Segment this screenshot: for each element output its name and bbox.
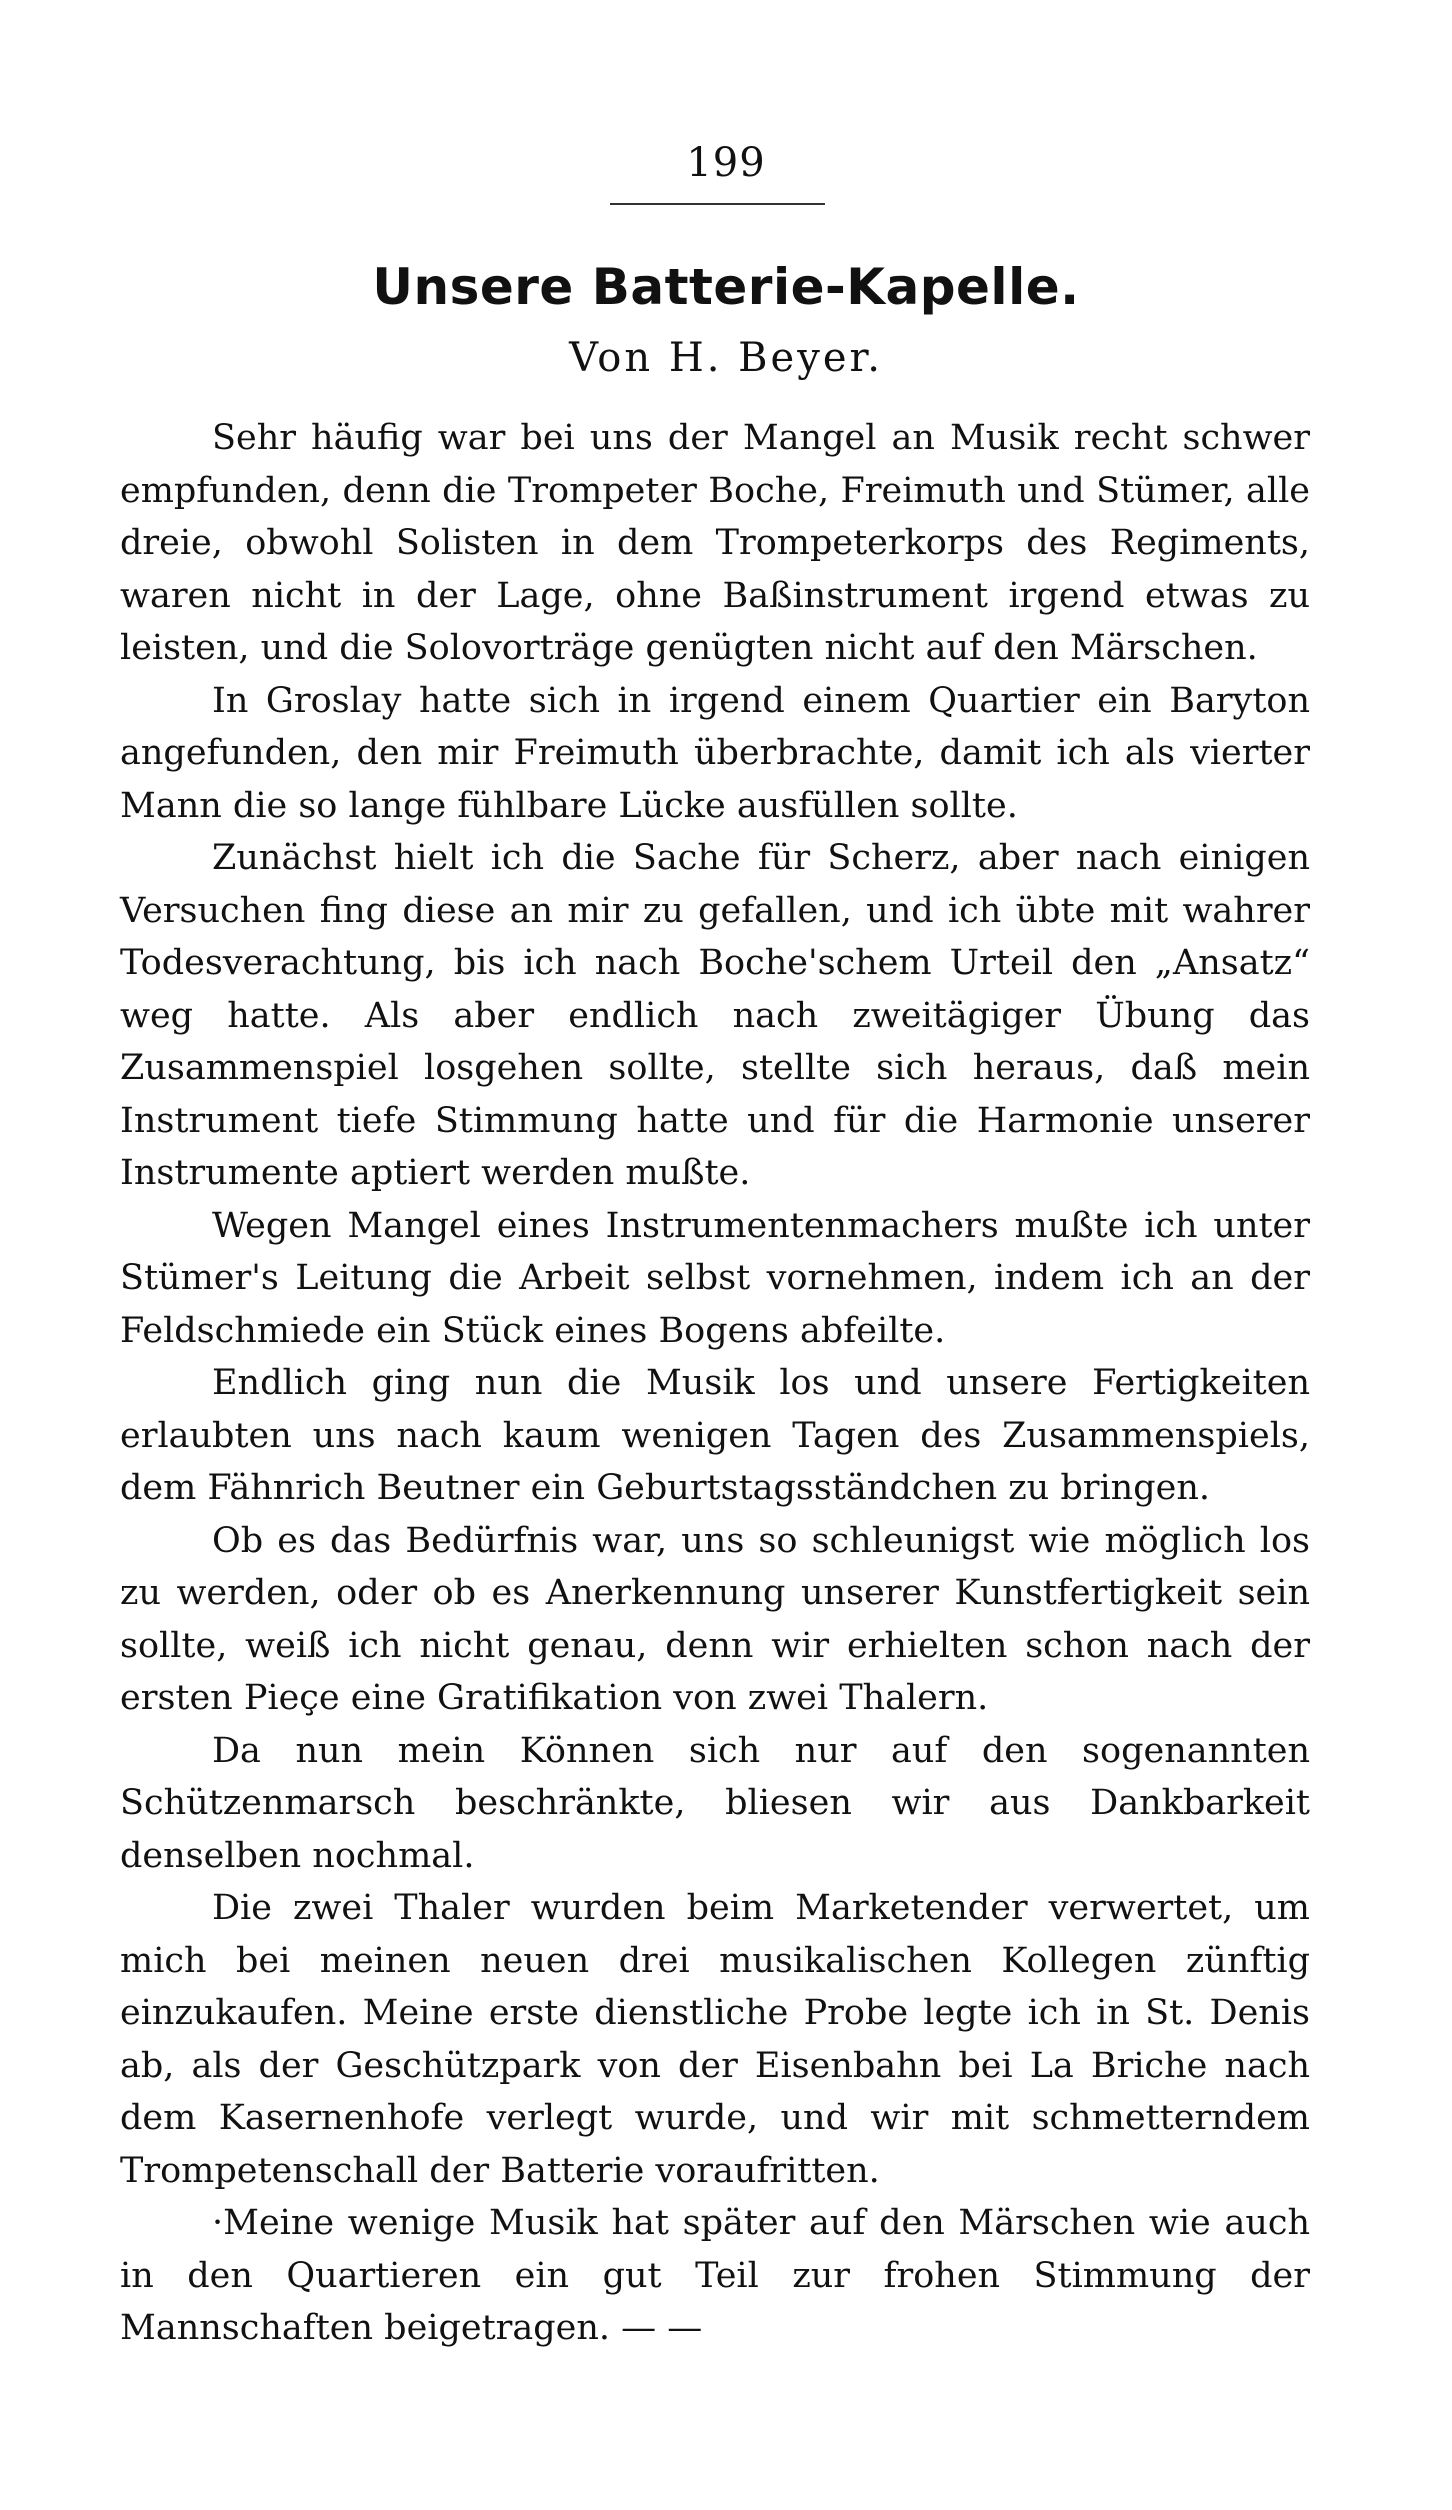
page-number: 199 <box>686 140 766 186</box>
paragraph: Endlich ging nun die Musik los und unsere Fertigkeiten erlaubten uns nach kaum wenigen Tagen des Zusammenspiels, dem Fähnrich Beutner ein Geburtstagsständchen zu bringen. <box>120 1363 1310 1508</box>
author-byline: Von H. Beyer. <box>569 335 883 381</box>
header-rule <box>610 203 825 205</box>
paragraph: Zunächst hielt ich die Sache für Scherz, aber nach einigen Versuchen fing diese an mir zu gefallen, und ich übte mit wahrer Todesverachtung, bis ich nach Boche'schem Urteil den „Ansatz“ weg hatte. Als aber endlich nach zweitägiger Übung das Zusammenspiel losgehen sollte, stellte sich heraus, daß mein Instrument tiefe Stimmung hatte und für die Harmonie unserer Instrumente aptiert werden mußte. <box>120 838 1310 1193</box>
paragraph: Da nun mein Können sich nur auf den sogenannten Schützenmarsch beschränkte, bliesen wir aus Dankbarkeit denselben nochmal. <box>120 1730 1310 1876</box>
paragraph: Sehr häufig war bei uns der Mangel an Musik recht schwer empfunden, denn die Trompeter Boche, Freimuth und Stümer, alle dreie, obwohl Solisten in dem Trompeterkorps des Regiments, waren nicht in der Lage, ohne Baßinstrument irgend etwas zu leisten, und die Solovorträge genügten nicht auf den Märschen. <box>120 418 1310 668</box>
paragraph: In Groslay hatte sich in irgend einem Quartier ein Baryton angefunden, den mir Freimuth überbrachte, damit ich als vierter Mann die so lange fühlbare Lücke ausfüllen sollte. <box>120 680 1310 826</box>
paragraph: ·Meine wenige Musik hat später auf den Märschen wie auch in den Quartieren ein gut Teil zur frohen Stimmung der Mannschaften beigetragen. — — <box>120 2203 1310 2348</box>
paragraph: Die zwei Thaler wurden beim Marketender verwertet, um mich bei meinen neuen drei musikalischen Kollegen zünftig einzukaufen. Meine erste dienstliche Probe legte ich in St. Denis ab, als der Geschützpark von der Eisenbahn bei La Briche nach dem Kasernenhofe verlegt wurde, und wir mit schmetterndem Trompetenschall der Batterie voraufritten. <box>120 1888 1310 2191</box>
article-title: Unsere Batterie-Kapelle. <box>372 258 1080 316</box>
paragraph: Ob es das Bedürfnis war, uns so schleunigst wie möglich los zu werden, oder ob es Anerkennung unserer Kunstfertigkeit sein sollte, weiß ich nicht genau, denn wir erhielten schon nach der ersten Pieçe eine Gratifikation von zwei Thalern. <box>120 1520 1310 1718</box>
article-body <box>120 412 1310 2355</box>
paragraph: Wegen Mangel eines Instrumentenmachers mußte ich unter Stümer's Leitung die Arbeit selbst vornehmen, indem ich an der Feldschmiede ein Stück eines Bogens abfeilte. <box>120 1205 1310 1351</box>
